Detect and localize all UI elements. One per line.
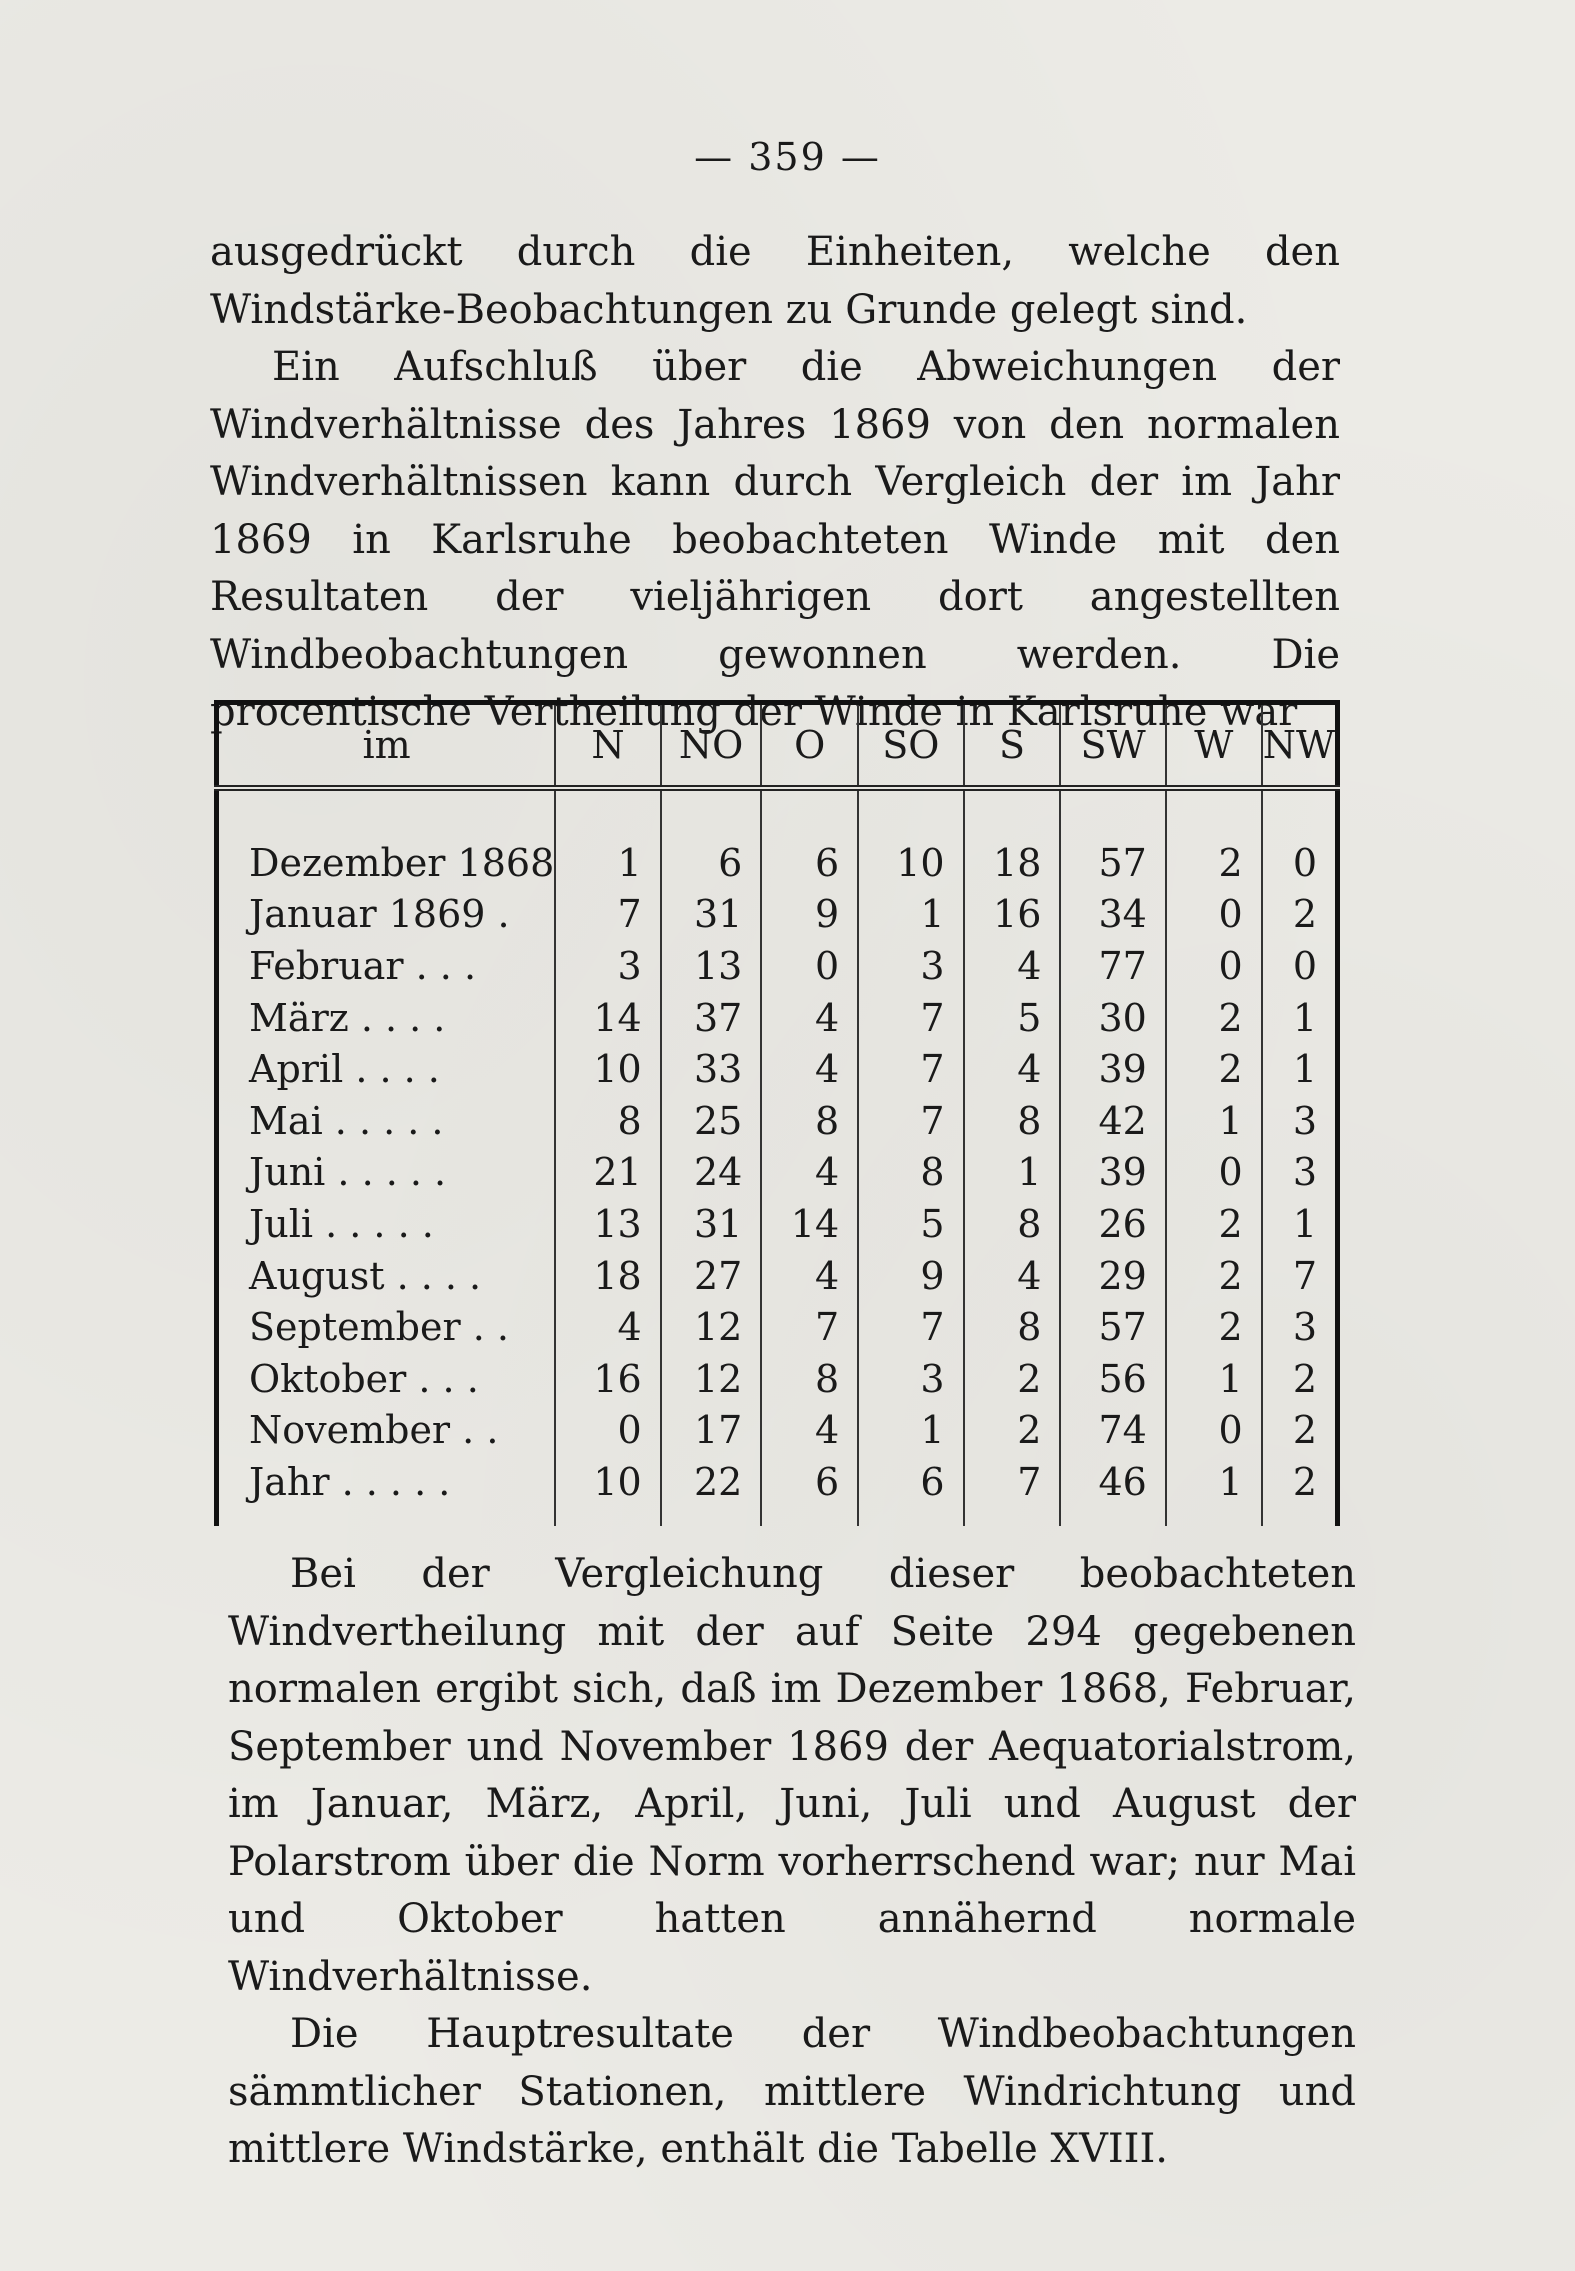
table-cell: 1 — [1166, 1353, 1262, 1405]
table-cell: 2 — [964, 1353, 1061, 1405]
table-cell: 2 — [1166, 992, 1262, 1044]
table-cell: 31 — [661, 1198, 762, 1250]
table-cell: 9 — [761, 889, 858, 941]
table-cell: 5 — [964, 992, 1061, 1044]
column-header: NW — [1262, 703, 1338, 789]
table-cell: 16 — [964, 889, 1061, 941]
row-label: Februar . . . — [249, 944, 477, 989]
table-cell: 9 — [858, 1250, 963, 1302]
row-label: September . . — [249, 1305, 509, 1350]
table-cell: 4 — [761, 992, 858, 1044]
table-row — [217, 1405, 1338, 1457]
row-label: Juni . . . . . — [249, 1150, 447, 1195]
table-cell: 33 — [661, 1043, 762, 1095]
table-row — [217, 1250, 1338, 1302]
table-cell: 16 — [555, 1353, 660, 1405]
table-row — [217, 1456, 1338, 1508]
row-label: März . . . . — [249, 995, 446, 1040]
table-row — [217, 1301, 1338, 1353]
table-cell: 3 — [1262, 1147, 1338, 1199]
table-cell: 2 — [1166, 1198, 1262, 1250]
table-cell: 4 — [964, 1043, 1061, 1095]
table-cell: 4 — [761, 1405, 858, 1457]
table-cell: 31 — [661, 889, 762, 941]
table-cell: 0 — [1262, 940, 1338, 992]
table-cell: 18 — [555, 1250, 660, 1302]
table-cell: 4 — [964, 1250, 1061, 1302]
table-cell: 30 — [1060, 992, 1165, 1044]
table-cell: 2 — [1262, 1405, 1338, 1457]
column-header: NO — [661, 703, 762, 789]
table-cell: 14 — [555, 992, 660, 1044]
column-header: SW — [1060, 703, 1165, 789]
row-label: Mai . . . . . — [249, 1098, 444, 1143]
table-cell: 4 — [555, 1301, 660, 1353]
table-cell: 29 — [1060, 1250, 1165, 1302]
table-cell: 2 — [1262, 889, 1338, 941]
table-cell: 8 — [964, 1095, 1061, 1147]
table-cell: 56 — [1060, 1353, 1165, 1405]
table-cell: 37 — [661, 992, 762, 1044]
table-row — [217, 1353, 1338, 1405]
table-cell: 1 — [1166, 1456, 1262, 1508]
table-cell: 1 — [1166, 1095, 1262, 1147]
table-cell: 10 — [858, 837, 963, 889]
paragraph-continuation: ausgedrückt durch die Einheiten, welche den Windstärke-Beobachtungen zu Grunde gelegt sind. — [210, 229, 1340, 333]
table-cell: 2 — [1166, 1250, 1262, 1302]
table-cell: 8 — [555, 1095, 660, 1147]
table-cell: 57 — [1060, 837, 1165, 889]
table-cell: 3 — [858, 940, 963, 992]
table-cell: 6 — [761, 837, 858, 889]
table-cell: 6 — [858, 1456, 963, 1508]
column-header: S — [964, 703, 1061, 789]
table-cell: 1 — [858, 1405, 963, 1457]
column-header: im — [217, 703, 556, 789]
table-cell: 14 — [761, 1198, 858, 1250]
table-cell: 8 — [964, 1301, 1061, 1353]
table-cell: 4 — [761, 1147, 858, 1199]
row-label: Oktober . . . — [249, 1356, 479, 1401]
table-cell: 1 — [1262, 1043, 1338, 1095]
table-cell: 17 — [661, 1405, 762, 1457]
table-cell: 8 — [858, 1147, 963, 1199]
table-cell: 7 — [1262, 1250, 1338, 1302]
paragraph-comparison: Bei der Vergleichung dieser beobachteten Windvertheilung mit der auf Seite 294 gegebenen normalen ergibt sich, daß im Dezember 1868, Februar, September und November 1869 der Aequatorialstrom, im Januar, März, April, Juni, Juli und August der Polarstrom über die Norm vorherrschend war; nur Mai und Oktober hatten annähernd normale Windverhältnisse. — [228, 1551, 1356, 2000]
table-cell: 10 — [555, 1043, 660, 1095]
table-row — [217, 992, 1338, 1044]
table-cell: 7 — [858, 1095, 963, 1147]
table-cell: 7 — [858, 1043, 963, 1095]
table-cell: 0 — [1262, 837, 1338, 889]
table-cell: 7 — [858, 992, 963, 1044]
table-cell: 8 — [761, 1353, 858, 1405]
text-block-top — [210, 224, 1340, 742]
table-row — [217, 1147, 1338, 1199]
table-cell: 7 — [964, 1456, 1061, 1508]
table-cell: 39 — [1060, 1147, 1165, 1199]
table-row — [217, 837, 1338, 889]
wind-distribution-table — [214, 700, 1340, 1526]
row-label: April . . . . — [249, 1047, 440, 1092]
table-cell: 2 — [1262, 1456, 1338, 1508]
table-row — [217, 1198, 1338, 1250]
table-cell: 0 — [1166, 1405, 1262, 1457]
table-cell: 0 — [1166, 940, 1262, 992]
text-block-bottom — [228, 1546, 1356, 2179]
table-cell: 34 — [1060, 889, 1165, 941]
table-cell: 2 — [1166, 1043, 1262, 1095]
table-cell: 7 — [858, 1301, 963, 1353]
table-cell: 10 — [555, 1456, 660, 1508]
table-row — [217, 940, 1338, 992]
table-bottom-pad — [217, 1508, 1338, 1526]
column-header: W — [1166, 703, 1262, 789]
table-cell: 13 — [555, 1198, 660, 1250]
table-cell: 3 — [555, 940, 660, 992]
table-header-row — [217, 703, 1338, 789]
column-header: SO — [858, 703, 963, 789]
table-cell: 77 — [1060, 940, 1165, 992]
table-cell: 4 — [964, 940, 1061, 992]
row-label: November . . — [249, 1408, 499, 1453]
table-cell: 2 — [964, 1405, 1061, 1457]
table-cell: 12 — [661, 1301, 762, 1353]
table-cell: 0 — [555, 1405, 660, 1457]
table-cell: 0 — [1166, 1147, 1262, 1199]
table-cell: 8 — [964, 1198, 1061, 1250]
table-cell: 13 — [661, 940, 762, 992]
table-cell: 21 — [555, 1147, 660, 1199]
table-cell: 3 — [1262, 1301, 1338, 1353]
table-cell: 3 — [1262, 1095, 1338, 1147]
row-label: Juli . . . . . — [249, 1202, 434, 1247]
table-cell: 1 — [1262, 992, 1338, 1044]
table-cell: 8 — [761, 1095, 858, 1147]
table-cell: 25 — [661, 1095, 762, 1147]
table-row — [217, 1043, 1338, 1095]
row-label: Dezember 1868 — [249, 840, 555, 885]
table-cell: 18 — [964, 837, 1061, 889]
table-cell: 46 — [1060, 1456, 1165, 1508]
table-cell: 0 — [761, 940, 858, 992]
table-row — [217, 889, 1338, 941]
table-cell: 27 — [661, 1250, 762, 1302]
row-label: Jahr . . . . . — [249, 1460, 451, 1505]
table-cell: 7 — [555, 889, 660, 941]
table-cell: 1 — [555, 837, 660, 889]
table-cell: 12 — [661, 1353, 762, 1405]
paragraph-intro-table: Ein Aufschluß über die Abweichungen der Windverhältnisse des Jahres 1869 von den normalen Windverhältnissen kann durch Vergleich der im Jahr 1869 in Karlsruhe beobachteten Winde mit den Resultaten der vieljährigen dort angestellten Windbeobachtungen gewonnen werden. Die procentische Vertheilung der Winde in Karlsruhe war — [210, 344, 1340, 735]
table-cell: 7 — [761, 1301, 858, 1353]
column-header: O — [761, 703, 858, 789]
table-cell: 42 — [1060, 1095, 1165, 1147]
column-header: N — [555, 703, 660, 789]
table-cell: 1 — [1262, 1198, 1338, 1250]
table-cell: 0 — [1166, 889, 1262, 941]
table-row — [217, 1095, 1338, 1147]
table-cell: 4 — [761, 1250, 858, 1302]
table-cell: 1 — [964, 1147, 1061, 1199]
table-cell: 22 — [661, 1456, 762, 1508]
table-cell: 26 — [1060, 1198, 1165, 1250]
page-number: — 359 — — [694, 135, 881, 179]
table-cell: 2 — [1166, 837, 1262, 889]
table-cell: 39 — [1060, 1043, 1165, 1095]
table-spacer-row — [217, 788, 1338, 837]
row-label: Januar 1869 . — [249, 892, 510, 937]
table-cell: 24 — [661, 1147, 762, 1199]
table-cell: 5 — [858, 1198, 963, 1250]
table-cell: 4 — [761, 1043, 858, 1095]
row-label: August . . . . — [249, 1253, 482, 1298]
table-cell: 1 — [858, 889, 963, 941]
table-cell: 6 — [761, 1456, 858, 1508]
table-cell: 74 — [1060, 1405, 1165, 1457]
table-cell: 6 — [661, 837, 762, 889]
table-cell: 57 — [1060, 1301, 1165, 1353]
table-cell: 2 — [1262, 1353, 1338, 1405]
paragraph-main-results: Die Hauptresultate der Windbeobachtungen sämmtlicher Stationen, mittlere Windrichtung und mittlere Windstärke, enthält die Tabelle XVIII. — [228, 2011, 1356, 2172]
table-cell: 3 — [858, 1353, 963, 1405]
table-cell: 2 — [1166, 1301, 1262, 1353]
